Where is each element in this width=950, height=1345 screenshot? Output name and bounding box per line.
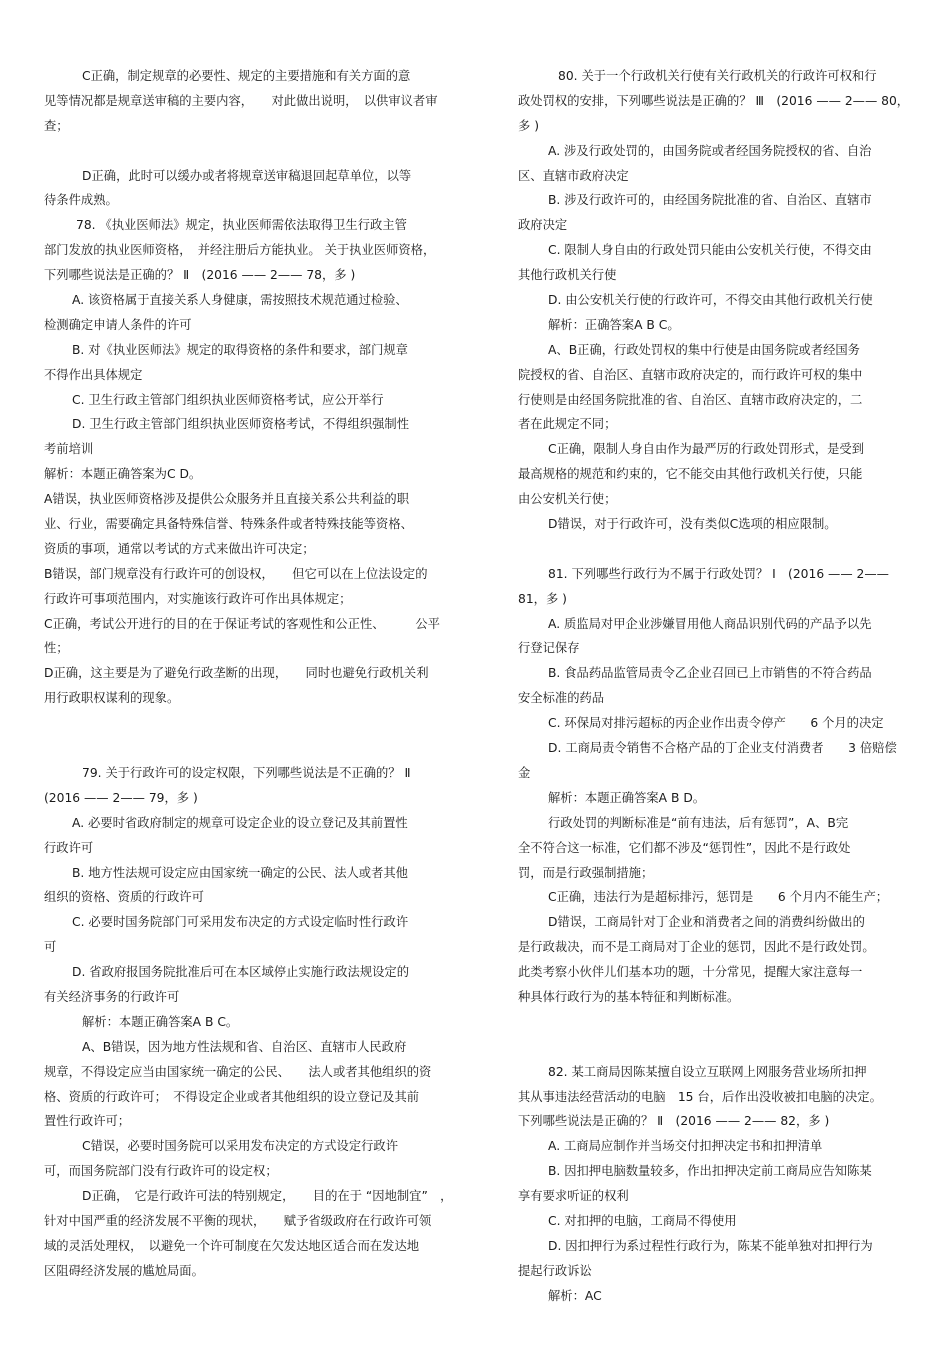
right-column-line: D. 因扣押行为系过程性行政行为，陈某不能单独对扣押行为 [548,1238,873,1253]
right-column-line: 享有要求听证的权利 [518,1189,629,1204]
right-column [518,64,928,1309]
right-column-line: 80. 关于一个行政机关行使有关行政机关的行政许可权和行 [558,69,877,83]
left-column-line: B错误，部门规章没有行政许可的创设权， 但它可以在上位法设定的 [44,566,428,581]
right-column-line: C. 限制人身自由的行政处罚只能由公安机关行使，不得交由 [548,243,872,258]
right-column-line: C正确，限制人身自由作为最严厉的行政处罚形式，是受到 [548,442,865,457]
left-column-line: 见等情况都是规章送审稿的主要内容， 对此做出说明， 以供审议者审 [44,93,438,108]
left-column-line: 检测确定申请人条件的许可 [44,317,192,332]
right-column-line: 提起行政诉讼 [518,1263,592,1278]
right-column-line: B. 食品药品监管局责令乙企业召回已上市销售的不符合药品 [548,666,872,681]
left-column-line: A. 必要时省政府制定的规章可设定企业的设立登记及其前置性 [72,815,408,830]
right-column-line: 其从事违法经营活动的电脑 15 台，后作出没收被扣电脑的决定。 [518,1089,882,1104]
right-column-line: 政府决定 [518,218,568,233]
right-column-line: D错误，对于行政许可，没有类似C选项的相应限制。 [548,517,837,532]
left-column-line: C. 必要时国务院部门可采用发布决定的方式设定临时性行政许 [72,915,409,930]
left-column-line: A错误，执业医师资格涉及提供公众服务并且直接关系公共利益的职 [44,492,410,507]
left-column-line: 解析：本题正确答案A B C。 [82,1014,239,1029]
right-column-line: B. 因扣押电脑数量较多，作出扣押决定前工商局应告知陈某 [548,1164,872,1179]
right-column-line: B. 涉及行政许可的，由经国务院批准的省、自治区、直辖市 [548,193,872,208]
right-column-line: C. 对扣押的电脑，工商局不得使用 [548,1213,737,1228]
right-column-line: 81. 下列哪些行政行为不属于行政处罚？ Ⅰ (2016 —— 2—— [548,566,889,581]
right-column-line [518,1010,928,1035]
right-column-line: 此类考察小伙伴儿们基本功的题，十分常见，提醒大家注意每一 [518,965,863,980]
right-column-line: 多 ) [518,118,540,133]
left-column [44,64,469,1284]
right-column-line: A、B正确，行政处罚权的集中行使是由国务院或者经国务 [548,342,860,357]
left-column-line: 待条件成熟。 [44,193,118,208]
right-column-line: A. 涉及行政处罚的，由国务院或者经国务院授权的省、自治 [548,143,872,158]
right-column-line: D. 工商局责令销售不合格产品的丁企业支付消费者 3 倍赔偿 [548,741,897,756]
right-column-line: 金 [518,765,531,780]
right-column-line: C正确，违法行为是超标排污，惩罚是 6 个月内不能生产； [548,890,889,905]
left-column-line: B. 对《执业医师法》规定的取得资格的条件和要求，部门规章 [72,342,408,357]
right-column-line: 安全标准的药品 [518,691,605,706]
left-column-line: 置性行政许可； [44,1114,131,1129]
left-column-line: 解析：本题正确答案为C D。 [44,467,202,482]
left-column-line: D. 卫生行政主管部门组织执业医师资格考试，不得组织强制性 [72,417,410,432]
left-column-line: C正确，考试公开进行的目的在于保证考试的客观性和公正性、 公平 [44,616,440,631]
left-column-line: D正确，此时可以缓办或者将规章送审稿退回起草单位，以等 [82,168,412,183]
right-column-line: D错误，工商局针对丁企业和消费者之间的消费纠纷做出的 [548,915,865,930]
left-column-line: 考前培训 [44,442,94,457]
right-column-line: 其他行政机关行使 [518,268,617,283]
left-column-line: A. 该资格属于直接关系人身健康，需按照技术规范通过检验、 [72,293,408,308]
left-column-line: 可，而国务院部门没有行政许可的设定权； [44,1164,278,1179]
left-column-line: 规章，不得设定应当由国家统一确定的公民、 法人或者其他组织的资 [44,1064,432,1079]
right-column-line: A. 工商局应制作并当场交付扣押决定书和扣押清单 [548,1139,823,1154]
right-column-line: 政处罚权的安排，下列哪些说法是正确的？ Ⅲ (2016 —— 2—— 80， [518,93,910,108]
right-column-line: 解析：AC [548,1288,602,1303]
right-column-line [518,1035,928,1060]
left-column-line: 有关经济事务的行政许可 [44,989,180,1004]
right-column-line: 下列哪些说法是正确的？ Ⅱ (2016 —— 2—— 82，多 ) [518,1114,830,1129]
left-column-line [44,711,469,736]
left-column-line: 部门发放的执业医师资格， 并经注册后方能执业。 关于执业医师资格， [44,243,436,258]
left-column-line: 79. 关于行政许可的设定权限，下列哪些说法是不正确的？ Ⅱ [82,765,411,780]
left-column-line: C正确，制定规章的必要性、规定的主要措施和有关方面的意 [82,69,411,83]
right-column-line: 行政处罚的判断标准是“前有违法，后有惩罚”，A、B完 [548,815,849,830]
right-column-line: 种具体行政行为的基本特征和判断标准。 [518,989,740,1004]
right-column-line: 区、直辖市政府决定 [518,168,629,183]
left-column-line: C错误，必要时国务院可以采用发布决定的方式设定行政许 [82,1139,399,1154]
right-column-line [518,537,928,562]
left-column-line: 可 [44,940,57,955]
left-column-line: 域的灵活处理权， 以避免一个许可制度在欠发达地区适合而在发达地 [44,1238,420,1253]
left-column-line: 业、行业，需要确定具备特殊信誉、特殊条件或者特殊技能等资格、 [44,517,413,532]
right-column-line: 行登记保存 [518,641,580,656]
right-column-line: 全不符合这一标准，它们都不涉及“惩罚性”，因此不是行政处 [518,840,851,855]
right-column-line: A. 质监局对甲企业涉嫌冒用他人商品识别代码的产品予以先 [548,616,872,631]
left-column-line: 针对中国严重的经济发展不平衡的现状， 赋予省级政府在行政许可领 [44,1213,432,1228]
right-column-line: 行使则是由经国务院批准的省、自治区、直辖市政府决定的，二 [518,392,863,407]
right-column-line: 是行政裁决，而不是工商局对丁企业的惩罚，因此不是行政处罚。 [518,940,875,955]
left-column-line: 行政许可 [44,840,94,855]
left-column-line: 用行政职权谋利的现象。 [44,691,180,706]
right-column-line: 院授权的省、自治区、直辖市政府决定的，而行政许可权的集中 [518,367,863,382]
right-column-line: 81，多 ) [518,591,567,606]
right-column-line: 者在此规定不同； [518,417,617,432]
right-column-line: D. 由公安机关行使的行政许可，不得交由其他行政机关行使 [548,293,873,308]
right-column-line: C. 环保局对排污超标的丙企业作出责令停产 6 个月的决定 [548,716,884,731]
right-column-line: 82. 某工商局因陈某擅自设立互联网上网服务营业场所扣押 [548,1064,867,1079]
left-column-line: 格、资质的行政许可； 不得设定企业或者其他组织的设立登记及其前 [44,1089,420,1104]
left-column-line: D. 省政府报国务院批准后可在本区域停止实施行政法规设定的 [72,965,410,980]
left-column-line: (2016 —— 2—— 79，多 ) [44,790,198,805]
left-column-line: C. 卫生行政主管部门组织执业医师资格考试，应公开举行 [72,392,384,407]
left-column-line: 78. 《执业医师法》规定，执业医师需依法取得卫生行政主管 [76,218,407,233]
left-column-line: B. 地方性法规可设定应由国家统一确定的公民、法人或者其他 [72,865,408,880]
left-column-line: D正确， 它是行政许可法的特别规定， 目的在于 “因地制宜” ， [82,1189,453,1204]
left-column-line: A、B错误，因为地方性法规和省、自治区、直辖市人民政府 [82,1039,407,1054]
left-column-line [44,139,469,164]
left-column-line [44,736,469,761]
left-column-line: 不得作出具体规定 [44,367,143,382]
left-column-line: 组织的资格、资质的行政许可 [44,890,204,905]
right-column-line: 解析：本题正确答案A B D。 [548,790,706,805]
right-column-line: 罚，而是行政强制措施； [518,865,654,880]
left-column-line: D正确，这主要是为了避免行政垄断的出现， 同时也避免行政机关利 [44,666,429,681]
left-column-line: 下列哪些说法是正确的？ Ⅱ (2016 —— 2—— 78，多 ) [44,268,356,283]
right-column-line: 最高规格的规范和约束的，它不能交由其他行政机关行使，只能 [518,467,863,482]
left-column-line: 查； [44,118,69,133]
left-column-line: 性； [44,641,69,656]
right-column-line: 解析：正确答案A B C。 [548,317,680,332]
left-column-line: 区阻碍经济发展的尴尬局面。 [44,1263,204,1278]
left-column-line: 行政许可事项范围内，对实施该行政许可作出具体规定； [44,591,352,606]
left-column-line: 资质的事项，通常以考试的方式来做出许可决定； [44,541,315,556]
right-column-line: 由公安机关行使； [518,492,617,507]
